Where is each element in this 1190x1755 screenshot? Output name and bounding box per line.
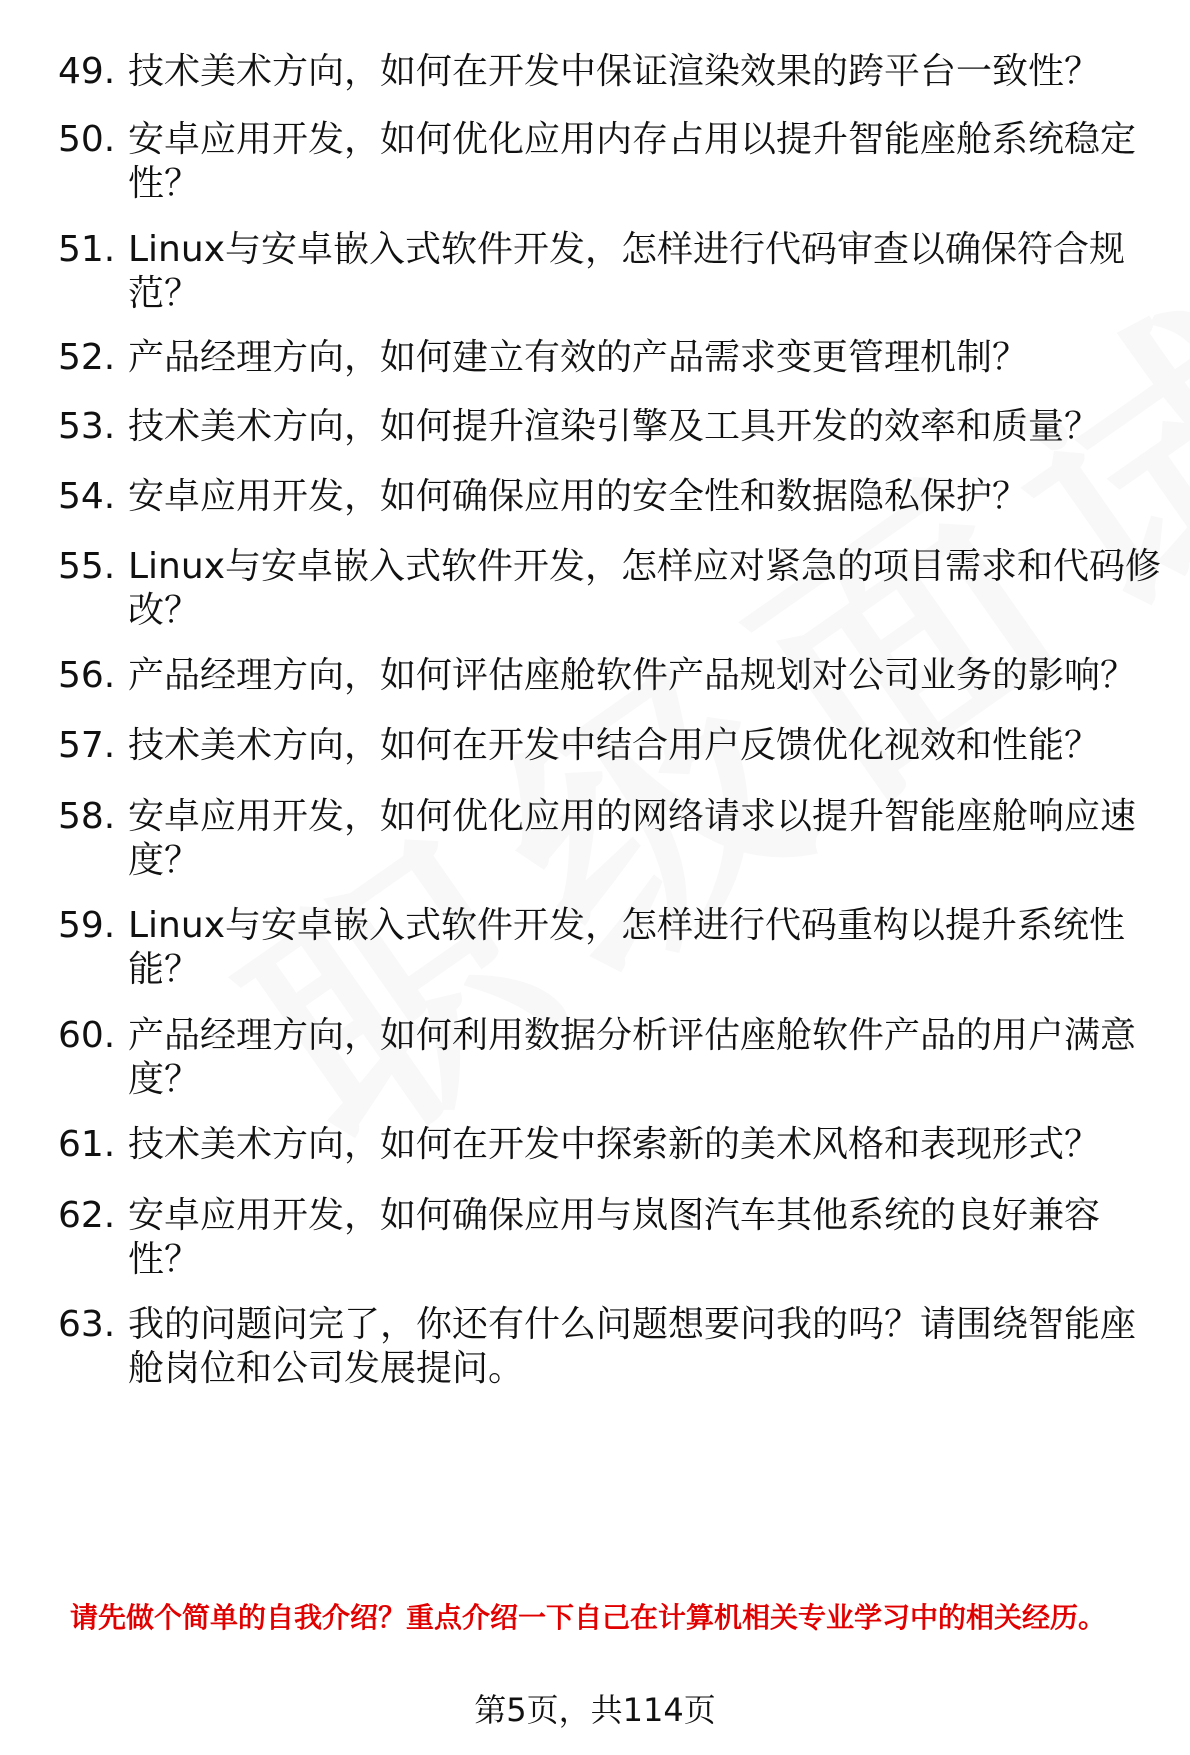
- question-text: 产品经理方向，如何利用数据分析评估座舱软件产品的用户满意度？: [128, 1015, 1137, 1100]
- question-number: 53.: [58, 406, 116, 447]
- question-text: 安卓应用开发，如何确保应用的安全性和数据隐私保护？: [128, 476, 1029, 517]
- question-number: 51.: [58, 229, 116, 270]
- question-item-53: [58, 405, 1168, 449]
- question-item-52: [58, 336, 1168, 380]
- question-text: 技术美术方向，如何在开发中探索新的美术风格和表现形式？: [128, 1124, 1101, 1165]
- question-item-57: [58, 724, 1168, 768]
- question-number: 56.: [58, 655, 116, 696]
- question-item-58: [58, 795, 1168, 883]
- question-number: 50.: [58, 119, 116, 160]
- question-number: 63.: [58, 1304, 116, 1345]
- question-text: Linux与安卓嵌入式软件开发，怎样进行代码重构以提升系统性能？: [128, 905, 1125, 990]
- highlighted-question: 请先做个简单的自我介绍？重点介绍一下自己在计算机相关专业学习中的相关经历。: [70, 1601, 1107, 1634]
- question-number: 57.: [58, 725, 116, 766]
- question-text: 产品经理方向，如何建立有效的产品需求变更管理机制？: [128, 337, 1029, 378]
- question-text: 我的问题问完了，你还有什么问题想要问我的吗？请围绕智能座舱岗位和公司发展提问。: [128, 1304, 1137, 1389]
- question-item-54: [58, 475, 1168, 519]
- question-item-55: [58, 545, 1168, 633]
- question-number: 49.: [58, 51, 116, 92]
- question-item-50: [58, 118, 1168, 206]
- question-number: 62.: [58, 1195, 116, 1236]
- question-item-49: [58, 50, 1168, 94]
- question-item-59: [58, 904, 1168, 992]
- question-text: 安卓应用开发，如何优化应用内存占用以提升智能座舱系统稳定性？: [128, 119, 1137, 204]
- question-number: 61.: [58, 1124, 116, 1165]
- question-item-61: [58, 1123, 1168, 1167]
- question-text: 技术美术方向，如何在开发中结合用户反馈优化视效和性能？: [128, 725, 1101, 766]
- question-item-63: [58, 1303, 1168, 1391]
- question-item-62: [58, 1194, 1168, 1282]
- page-footer: 第5页，共114页: [474, 1691, 716, 1729]
- question-number: 59.: [58, 905, 116, 946]
- question-item-56: [58, 654, 1168, 698]
- question-text: 技术美术方向，如何在开发中保证渲染效果的跨平台一致性？: [128, 51, 1101, 92]
- question-text: 技术美术方向，如何提升渲染引擎及工具开发的效率和质量？: [128, 406, 1101, 447]
- question-number: 55.: [58, 546, 116, 587]
- question-text: 安卓应用开发，如何优化应用的网络请求以提升智能座舱响应速度？: [128, 796, 1137, 881]
- question-item-60: [58, 1014, 1168, 1102]
- question-text: Linux与安卓嵌入式软件开发，怎样进行代码审查以确保符合规范？: [128, 229, 1125, 314]
- question-number: 60.: [58, 1015, 116, 1056]
- question-text: Linux与安卓嵌入式软件开发，怎样应对紧急的项目需求和代码修改？: [128, 546, 1161, 631]
- question-number: 54.: [58, 476, 116, 517]
- question-number: 52.: [58, 337, 116, 378]
- question-item-51: [58, 228, 1168, 316]
- question-text: 产品经理方向，如何评估座舱软件产品规划对公司业务的影响？: [128, 655, 1137, 696]
- question-number: 58.: [58, 796, 116, 837]
- question-text: 安卓应用开发，如何确保应用与岚图汽车其他系统的良好兼容性？: [128, 1195, 1101, 1280]
